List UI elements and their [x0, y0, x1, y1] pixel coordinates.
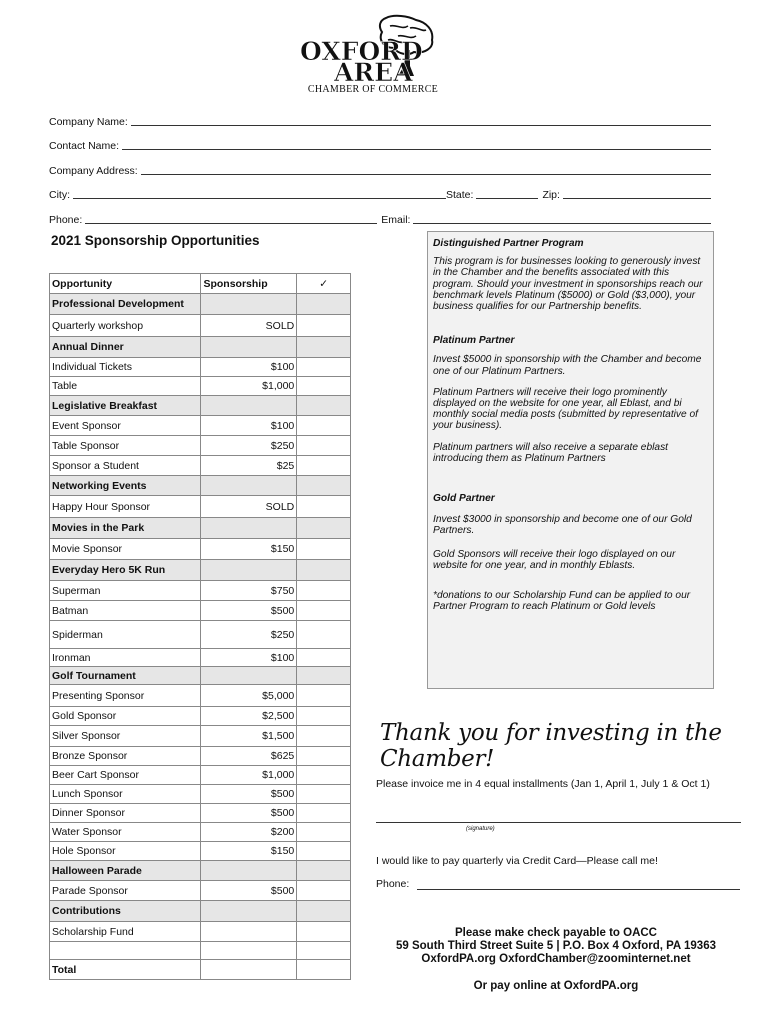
- zip-field[interactable]: [563, 189, 711, 199]
- check-cell[interactable]: [297, 315, 351, 337]
- logo-line1: OXFORD: [300, 37, 423, 66]
- check-cell[interactable]: [297, 804, 351, 823]
- payment-instructions: [372, 927, 740, 966]
- header-opportunity: Opportunity: [50, 274, 201, 294]
- check-cell[interactable]: [297, 942, 351, 960]
- table-row: [50, 707, 351, 726]
- company-name-field[interactable]: [131, 116, 711, 126]
- company-address-field[interactable]: [141, 165, 711, 175]
- table-row: [50, 358, 351, 377]
- check-cell: [297, 476, 351, 496]
- check-cell[interactable]: [297, 416, 351, 436]
- table-row: [50, 539, 351, 560]
- sponsorship-cell: SOLD: [201, 496, 297, 518]
- check-cell[interactable]: [297, 685, 351, 707]
- platinum-text-2: Platinum Partners will receive their logo prominently displayed on the website for one year, all Eblast, and bi monthly social media posts (submitted by representative of your business).: [433, 386, 698, 432]
- opportunity-cell: Bronze Sponsor: [50, 747, 201, 766]
- sponsorship-cell: [201, 861, 297, 881]
- sponsorship-cell: $500: [201, 601, 297, 621]
- check-cell: [297, 518, 351, 539]
- sponsorship-cell: $250: [201, 621, 297, 649]
- sponsorship-cell: [201, 942, 297, 960]
- phone-label: Phone:: [49, 213, 83, 226]
- opportunity-cell: Quarterly workshop: [50, 315, 201, 337]
- total-row: [50, 960, 351, 980]
- check-cell: [297, 667, 351, 685]
- sponsorship-cell: [201, 476, 297, 496]
- gold-text-2: Gold Sponsors will receive their logo displayed on our website for one year, and in monthly Eblasts.: [433, 548, 676, 571]
- partner-program-title: Distinguished Partner Program: [433, 238, 584, 249]
- table-row: [50, 456, 351, 476]
- opportunity-cell: Batman: [50, 601, 201, 621]
- sponsorship-cell: $100: [201, 416, 297, 436]
- sponsorship-cell: $500: [201, 804, 297, 823]
- check-cell: [297, 337, 351, 358]
- opportunity-cell: Presenting Sponsor: [50, 685, 201, 707]
- check-cell[interactable]: [297, 649, 351, 667]
- section-title: 2021 Sponsorship Opportunities: [51, 233, 260, 248]
- sponsorship-cell: $1,000: [201, 377, 297, 396]
- table-row: [50, 621, 351, 649]
- opportunity-cell: Event Sponsor: [50, 416, 201, 436]
- table-row: [50, 922, 351, 942]
- check-cell: [297, 294, 351, 315]
- opportunity-cell: Total: [50, 960, 201, 980]
- table-row: [50, 804, 351, 823]
- sponsorship-cell: $150: [201, 539, 297, 560]
- sponsorship-cell: $25: [201, 456, 297, 476]
- opportunity-cell: Silver Sponsor: [50, 726, 201, 747]
- opportunity-cell: Networking Events: [50, 476, 201, 496]
- sponsorship-cell: $100: [201, 358, 297, 377]
- check-cell: [297, 396, 351, 416]
- opportunity-cell: Superman: [50, 581, 201, 601]
- signature-label: (signature): [466, 826, 495, 832]
- company-address-row: [49, 152, 711, 177]
- sponsorship-cell: [201, 960, 297, 980]
- table-row: [50, 436, 351, 456]
- check-cell[interactable]: [297, 496, 351, 518]
- contact-name-label: Contact Name:: [49, 140, 120, 152]
- sponsorship-cell: $250: [201, 436, 297, 456]
- logo-subtitle: CHAMBER OF COMMERCE: [307, 84, 439, 95]
- platinum-text-1: Invest $5000 in sponsorship with the Chamber and become one of our Platinum Partners.: [433, 354, 702, 377]
- sponsorship-cell: [201, 337, 297, 358]
- company-address-label: Company Address:: [49, 164, 138, 177]
- state-label: State:: [446, 189, 474, 201]
- payment-contacts: OxfordPA.org OxfordChamber@zoominternet.net: [421, 953, 691, 965]
- check-cell[interactable]: [297, 436, 351, 456]
- category-row: [50, 861, 351, 881]
- category-row: [50, 901, 351, 922]
- sponsorship-cell: [201, 922, 297, 942]
- gold-title: Gold Partner: [433, 493, 495, 505]
- invoice-option[interactable]: Please invoice me in 4 equal installments (Jan 1, April 1, July 1 & Oct 1): [376, 778, 710, 790]
- tree-logo-icon: [298, 14, 448, 86]
- check-cell[interactable]: [297, 358, 351, 377]
- opportunity-cell: Movies in the Park: [50, 518, 201, 539]
- bottom-phone-label: Phone:: [376, 878, 410, 890]
- contact-name-row: [49, 128, 711, 153]
- check-cell[interactable]: [297, 539, 351, 560]
- opportunity-cell: Individual Tickets: [50, 358, 201, 377]
- check-cell[interactable]: [297, 747, 351, 766]
- opportunity-cell: Ironman: [50, 649, 201, 667]
- company-name-label: Company Name:: [49, 115, 128, 128]
- sponsorship-cell: $500: [201, 881, 297, 901]
- sponsorship-cell: SOLD: [201, 315, 297, 337]
- sponsorship-cell: $200: [201, 823, 297, 842]
- category-row: [50, 518, 351, 539]
- table-row: [50, 581, 351, 601]
- opportunity-cell: Scholarship Fund: [50, 922, 201, 942]
- table-row: [50, 315, 351, 337]
- signature-line[interactable]: [376, 822, 741, 823]
- check-cell: [297, 560, 351, 581]
- table-row: [50, 416, 351, 436]
- opportunity-cell: Legislative Breakfast: [50, 396, 201, 416]
- check-cell[interactable]: [297, 456, 351, 476]
- chamber-logo: [298, 14, 448, 96]
- sponsorship-cell: [201, 518, 297, 539]
- sponsorship-cell: [201, 294, 297, 315]
- table-row: [50, 823, 351, 842]
- opportunity-cell: Spiderman: [50, 621, 201, 649]
- city-field[interactable]: [73, 189, 446, 199]
- pay-online-text: Or pay online at OxfordPA.org: [473, 980, 639, 992]
- platinum-title: Platinum Partner: [433, 335, 515, 347]
- check-cell[interactable]: [297, 581, 351, 601]
- table-header-row: [50, 274, 351, 294]
- phone-field[interactable]: [85, 214, 377, 224]
- sponsorship-table: [49, 273, 351, 980]
- opportunity-cell: Contributions: [50, 901, 201, 922]
- table-row: [50, 942, 351, 960]
- opportunity-cell: Table Sponsor: [50, 436, 201, 456]
- state-field[interactable]: [476, 189, 538, 199]
- city-label: City:: [49, 189, 70, 201]
- gold-text-1: Invest $3000 in sponsorship and become one of our Gold Partners.: [433, 514, 692, 537]
- category-row: [50, 337, 351, 358]
- opportunity-cell: Annual Dinner: [50, 337, 201, 358]
- partner-program-box: [427, 231, 714, 689]
- logo-line2: AREA: [334, 58, 413, 86]
- table-row: [50, 649, 351, 667]
- city-row: [49, 177, 711, 202]
- table-row: [50, 496, 351, 518]
- opportunity-cell: Movie Sponsor: [50, 539, 201, 560]
- zip-label: Zip:: [542, 189, 560, 201]
- header-check: ✓: [297, 274, 351, 294]
- category-row: [50, 667, 351, 685]
- header-sponsorship: Sponsorship: [201, 274, 297, 294]
- opportunity-cell: Halloween Parade: [50, 861, 201, 881]
- check-cell[interactable]: [297, 601, 351, 621]
- table-row: [50, 785, 351, 804]
- opportunity-cell: Water Sponsor: [50, 823, 201, 842]
- sponsorship-cell: $5,000: [201, 685, 297, 707]
- table-row: [50, 747, 351, 766]
- sponsorship-cell: $1,500: [201, 726, 297, 747]
- opportunity-cell: Dinner Sponsor: [50, 804, 201, 823]
- check-cell: [297, 861, 351, 881]
- table-row: [50, 881, 351, 901]
- opportunity-cell: Parade Sponsor: [50, 881, 201, 901]
- check-cell[interactable]: [297, 707, 351, 726]
- platinum-text-3: Platinum partners will also receive a separate eblast introducing them as Platinum Partners: [433, 441, 668, 464]
- opportunity-cell: Gold Sponsor: [50, 707, 201, 726]
- check-cell[interactable]: [297, 621, 351, 649]
- sponsorship-cell: $1,000: [201, 766, 297, 785]
- sponsorship-cell: [201, 901, 297, 922]
- payment-line-1: Please make check payable to OACC: [455, 927, 657, 939]
- payment-address: 59 South Third Street Suite 5 | P.O. Box 4 Oxford, PA 19363: [396, 940, 716, 952]
- sponsorship-cell: $500: [201, 785, 297, 804]
- table-row: [50, 685, 351, 707]
- opportunity-cell: Beer Cart Sponsor: [50, 766, 201, 785]
- table-row: [50, 377, 351, 396]
- table-row: [50, 766, 351, 785]
- email-field[interactable]: [413, 214, 711, 224]
- opportunity-cell: Golf Tournament: [50, 667, 201, 685]
- sponsorship-cell: $100: [201, 649, 297, 667]
- check-cell[interactable]: [297, 823, 351, 842]
- scholarship-note: *donations to our Scholarship Fund can be applied to our Partner Program to reach Platinum or Gold levels: [433, 590, 691, 613]
- sponsorship-cell: [201, 560, 297, 581]
- check-cell[interactable]: [297, 881, 351, 901]
- contact-name-field[interactable]: [122, 140, 711, 150]
- thank-you-heading: Thank you for investing in the Chamber!: [380, 720, 722, 772]
- opportunity-cell: Happy Hour Sponsor: [50, 496, 201, 518]
- sponsorship-cell: [201, 667, 297, 685]
- check-cell: [297, 901, 351, 922]
- opportunity-cell: Everyday Hero 5K Run: [50, 560, 201, 581]
- check-cell[interactable]: [297, 922, 351, 942]
- opportunity-cell: Lunch Sponsor: [50, 785, 201, 804]
- check-cell: [297, 960, 351, 980]
- category-row: [50, 560, 351, 581]
- opportunity-cell: Hole Sponsor: [50, 842, 201, 861]
- category-row: [50, 294, 351, 315]
- check-cell[interactable]: [297, 766, 351, 785]
- check-cell[interactable]: [297, 842, 351, 861]
- table-row: [50, 726, 351, 747]
- sponsorship-cell: $150: [201, 842, 297, 861]
- opportunity-cell: Professional Development: [50, 294, 201, 315]
- table-row: [50, 842, 351, 861]
- opportunity-cell: Table: [50, 377, 201, 396]
- partner-program-intro: This program is for businesses looking to generously invest in the Chamber and the benefits associated with this program. Should your investment in sponsorships reach our benchmark levels Platinum ($5000) or Gold ($3,000), your business qualifies for our Partnership benefits.: [433, 256, 703, 313]
- contact-form: [49, 103, 711, 226]
- category-row: [50, 396, 351, 416]
- sponsorship-cell: [201, 396, 297, 416]
- check-cell[interactable]: [297, 726, 351, 747]
- category-row: [50, 476, 351, 496]
- bottom-phone-field[interactable]: [417, 889, 740, 890]
- opportunity-cell: [50, 942, 201, 960]
- sponsorship-cell: $625: [201, 747, 297, 766]
- opportunity-cell: Sponsor a Student: [50, 456, 201, 476]
- credit-card-option[interactable]: I would like to pay quarterly via Credit Card—Please call me!: [376, 855, 658, 867]
- phone-email-row: [49, 201, 711, 226]
- sponsorship-cell: $2,500: [201, 707, 297, 726]
- check-cell[interactable]: [297, 377, 351, 396]
- company-name-row: [49, 103, 711, 128]
- table-row: [50, 601, 351, 621]
- sponsorship-cell: $750: [201, 581, 297, 601]
- check-cell[interactable]: [297, 785, 351, 804]
- email-label: Email:: [381, 213, 411, 226]
